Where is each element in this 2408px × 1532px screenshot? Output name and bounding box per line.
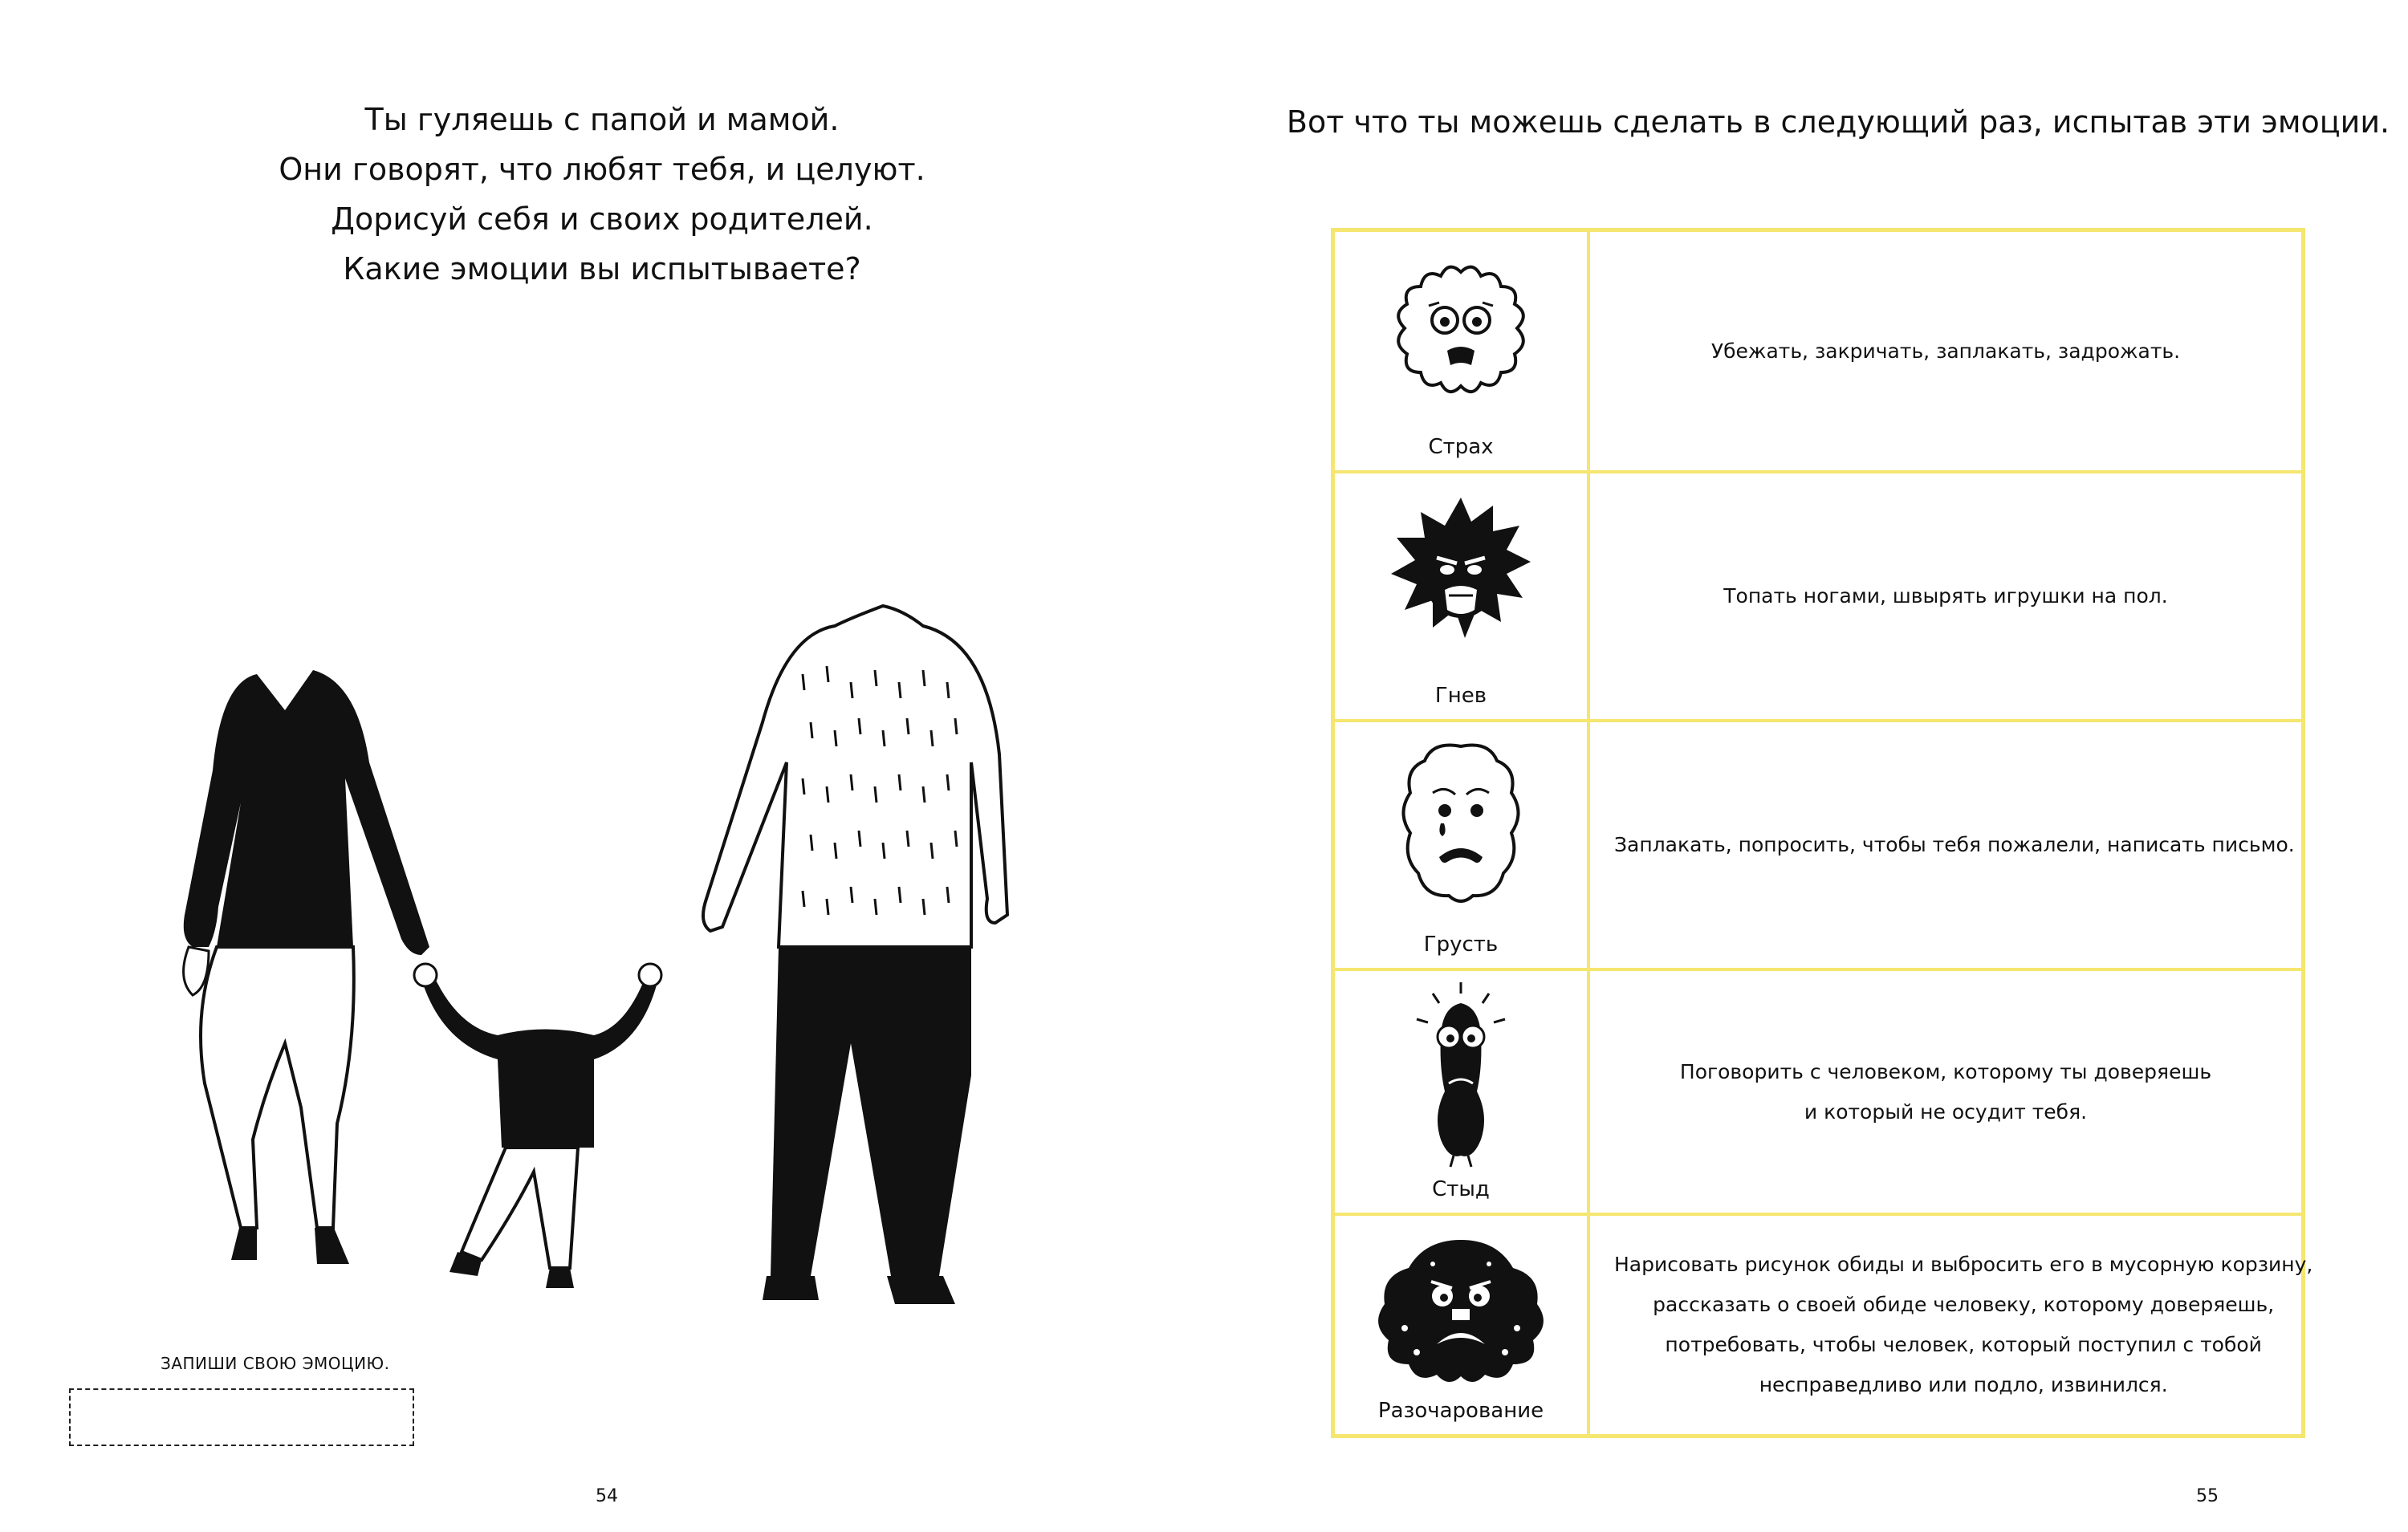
table-row: [1335, 1216, 2313, 1434]
mother-figure: [184, 670, 429, 1264]
advice-line: Нарисовать рисунок обиды и выбросить его в мусорную корзину,: [1614, 1253, 2313, 1276]
emotion-name: Гнев: [1434, 684, 1487, 708]
advice-line: Поговорить с человеком, которому ты доверяешь: [1679, 1059, 2212, 1083]
advice-line: Топать ногами, швырять игрушки на пол.: [1723, 584, 2168, 608]
advice-line: рассказать о своей обиде человеку, которому доверяешь,: [1653, 1293, 2275, 1316]
advice-line: Заплакать, попросить, чтобы тебя пожалели, написать письмо.: [1614, 833, 2295, 856]
advice-cell: [1590, 971, 2301, 1213]
emotion-name: Разочарование: [1377, 1399, 1544, 1423]
advice-line: потребовать, чтобы человек, который поступил с тобой: [1665, 1333, 2262, 1356]
table-row: [1335, 232, 2301, 473]
page-heading: Вот что ты можешь сделать в следующий раз, испытав эти эмоции.: [1286, 104, 2390, 140]
face-cell: [1335, 232, 1590, 470]
shame-face-icon: [1401, 979, 1521, 1172]
emotion-name: Грусть: [1423, 933, 1499, 957]
face-cell: [1335, 473, 1590, 719]
emotion-input[interactable]: [69, 1388, 414, 1446]
emotion-name: Страх: [1428, 435, 1494, 459]
sadness-face-icon: [1385, 737, 1537, 913]
anger-face-icon: [1385, 490, 1537, 658]
table-row: [1335, 473, 2301, 722]
table-row: [1335, 971, 2301, 1216]
disappointment-face-icon: [1369, 1232, 1553, 1392]
emotion-label: ЗАПИШИ СВОЮ ЭМОЦИЮ.: [161, 1354, 390, 1373]
face-cell: [1335, 971, 1590, 1213]
emotion-table: [1331, 228, 2313, 1438]
intro-text: [225, 95, 979, 294]
right-page: [1204, 0, 2408, 1532]
family-illustration: [144, 562, 1092, 1324]
advice-line: и который не осудит тебя.: [1804, 1099, 2088, 1124]
page-number: 55: [2196, 1486, 2219, 1506]
face-cell: [1335, 722, 1590, 968]
father-figure: [703, 606, 1007, 1304]
advice-cell: [1590, 473, 2301, 719]
child-figure: [414, 964, 661, 1288]
intro-line: Дорисуй себя и своих родителей.: [331, 201, 873, 237]
intro-line: Какие эмоции вы испытываете?: [343, 251, 861, 286]
fear-face-icon: [1385, 256, 1537, 408]
advice-cell: [1590, 1216, 2337, 1434]
intro-line: Ты гуляешь с папой и мамой.: [364, 102, 840, 137]
advice-cell: [1590, 232, 2301, 470]
advice-cell: [1590, 722, 2319, 968]
intro-line: Они говорят, что любят тебя, и целуют.: [279, 152, 925, 187]
emotion-name: Стыд: [1432, 1177, 1490, 1201]
table-row: [1335, 722, 2301, 971]
face-cell: [1335, 1216, 1590, 1434]
page-number: 54: [596, 1486, 618, 1506]
advice-line: Убежать, закричать, заплакать, задрожать.: [1710, 339, 2181, 363]
advice-line: несправедливо или подло, извинился.: [1759, 1373, 2168, 1396]
